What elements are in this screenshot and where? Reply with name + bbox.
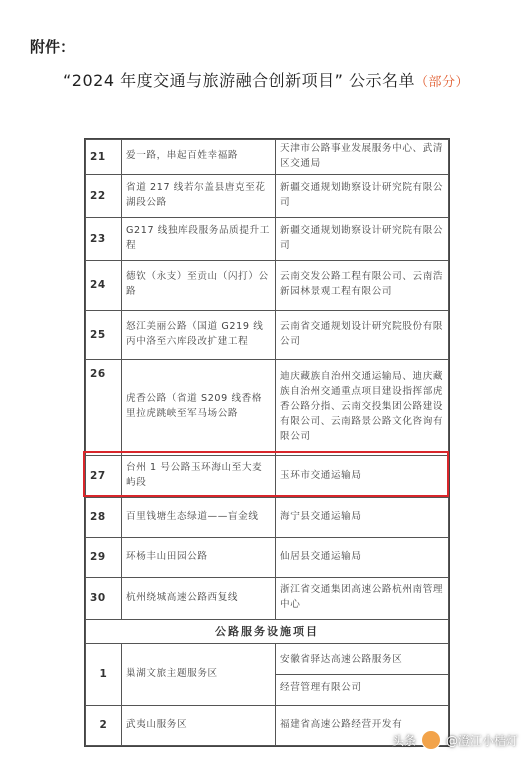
row-number: 26	[86, 359, 122, 455]
project-name: 环杨丰山田园公路	[122, 537, 276, 577]
unit-line: 经营管理有限公司	[280, 681, 362, 693]
responsible-unit: 云南省交通规划设计研究院股份有限公司	[276, 310, 449, 359]
table-row-highlighted	[86, 455, 449, 497]
project-name: 巢湖文旅主题服务区	[122, 643, 276, 705]
table-row	[86, 577, 449, 619]
project-name: 武夷山服务区	[122, 705, 276, 745]
responsible-unit: 仙居县交通运输局	[276, 537, 449, 577]
table-row	[86, 359, 449, 455]
row-number: 27	[86, 455, 122, 497]
table-row	[86, 497, 449, 537]
table-row	[86, 310, 449, 359]
attachment-label: 附件：	[30, 38, 76, 56]
responsible-unit: 玉环市交通运输局	[276, 455, 449, 497]
unit-line: 福建省高速公路经营开发有	[280, 718, 403, 730]
row-number: 23	[86, 217, 122, 260]
project-name: 怒江美丽公路（国道 G219 线丙中洛至六库段改扩建工程	[122, 310, 276, 359]
responsible-unit: 新疆交通规划勘察设计研究院有限公司	[276, 217, 449, 260]
table-row	[86, 140, 449, 175]
row-number: 21	[86, 140, 122, 175]
watermark	[392, 730, 518, 750]
responsible-unit: 新疆交通规划勘察设计研究院有限公司	[276, 174, 449, 217]
row-number: 22	[86, 174, 122, 217]
unit-line: 安徽省驿达高速公路服务区	[276, 653, 448, 675]
row-number: 30	[86, 577, 122, 619]
responsible-unit: 云南交发公路工程有限公司、云南浩新园林景观工程有限公司	[276, 260, 449, 310]
project-table	[85, 139, 449, 746]
row-number: 2	[86, 705, 122, 745]
project-name: 台州 1 号公路玉环海山至大麦屿段	[122, 455, 276, 497]
project-name: 杭州绕城高速公路西复线	[122, 577, 276, 619]
title-main: “2024 年度交通与旅游融合创新项目” 公示名单	[63, 71, 415, 90]
responsible-unit: 迪庆藏族自治州交通运输局、迪庆藏族自治州交通重点项目建设指挥部虎香公路分指、云南交投集团公路建设有限公司、云南路景公路文化咨询有限公司	[276, 359, 449, 455]
project-name: 爱一路，串起百姓幸福路	[122, 140, 276, 175]
responsible-unit: 海宁县交通运输局	[276, 497, 449, 537]
row-number: 28	[86, 497, 122, 537]
responsible-unit: 天津市公路事业发展服务中心、武清区交通局	[276, 140, 449, 175]
project-name: 省道 217 线若尔盖县唐克至花湖段公路	[122, 174, 276, 217]
table-row	[86, 217, 449, 260]
title-part: （部分）	[414, 75, 469, 90]
row-number: 24	[86, 260, 122, 310]
project-name: 百里钱塘生态绿道——盲金线	[122, 497, 276, 537]
responsible-unit: 浙江省交通集团高速公路杭州南管理中心	[276, 577, 449, 619]
table-row	[86, 537, 449, 577]
section-title: 公路服务设施项目	[86, 619, 449, 643]
watermark-author: @澄江小桔灯	[445, 733, 518, 748]
table-row	[86, 260, 449, 310]
table-row	[86, 174, 449, 217]
row-number: 1	[86, 643, 122, 705]
page-title	[0, 68, 532, 91]
project-name: G217 线独库段服务品质提升工程	[122, 217, 276, 260]
project-name: 德钦（永支）至贡山（闪打）公路	[122, 260, 276, 310]
author-avatar-icon	[421, 730, 441, 750]
table-row	[86, 643, 449, 705]
responsible-unit	[276, 643, 449, 705]
section-header-row	[86, 619, 449, 643]
row-number: 29	[86, 537, 122, 577]
project-name: 虎香公路（省道 S209 线香格里拉虎跳峡至军马场公路	[122, 359, 276, 455]
project-list-document	[84, 138, 450, 747]
watermark-source: 头条	[391, 733, 416, 748]
row-number: 25	[86, 310, 122, 359]
